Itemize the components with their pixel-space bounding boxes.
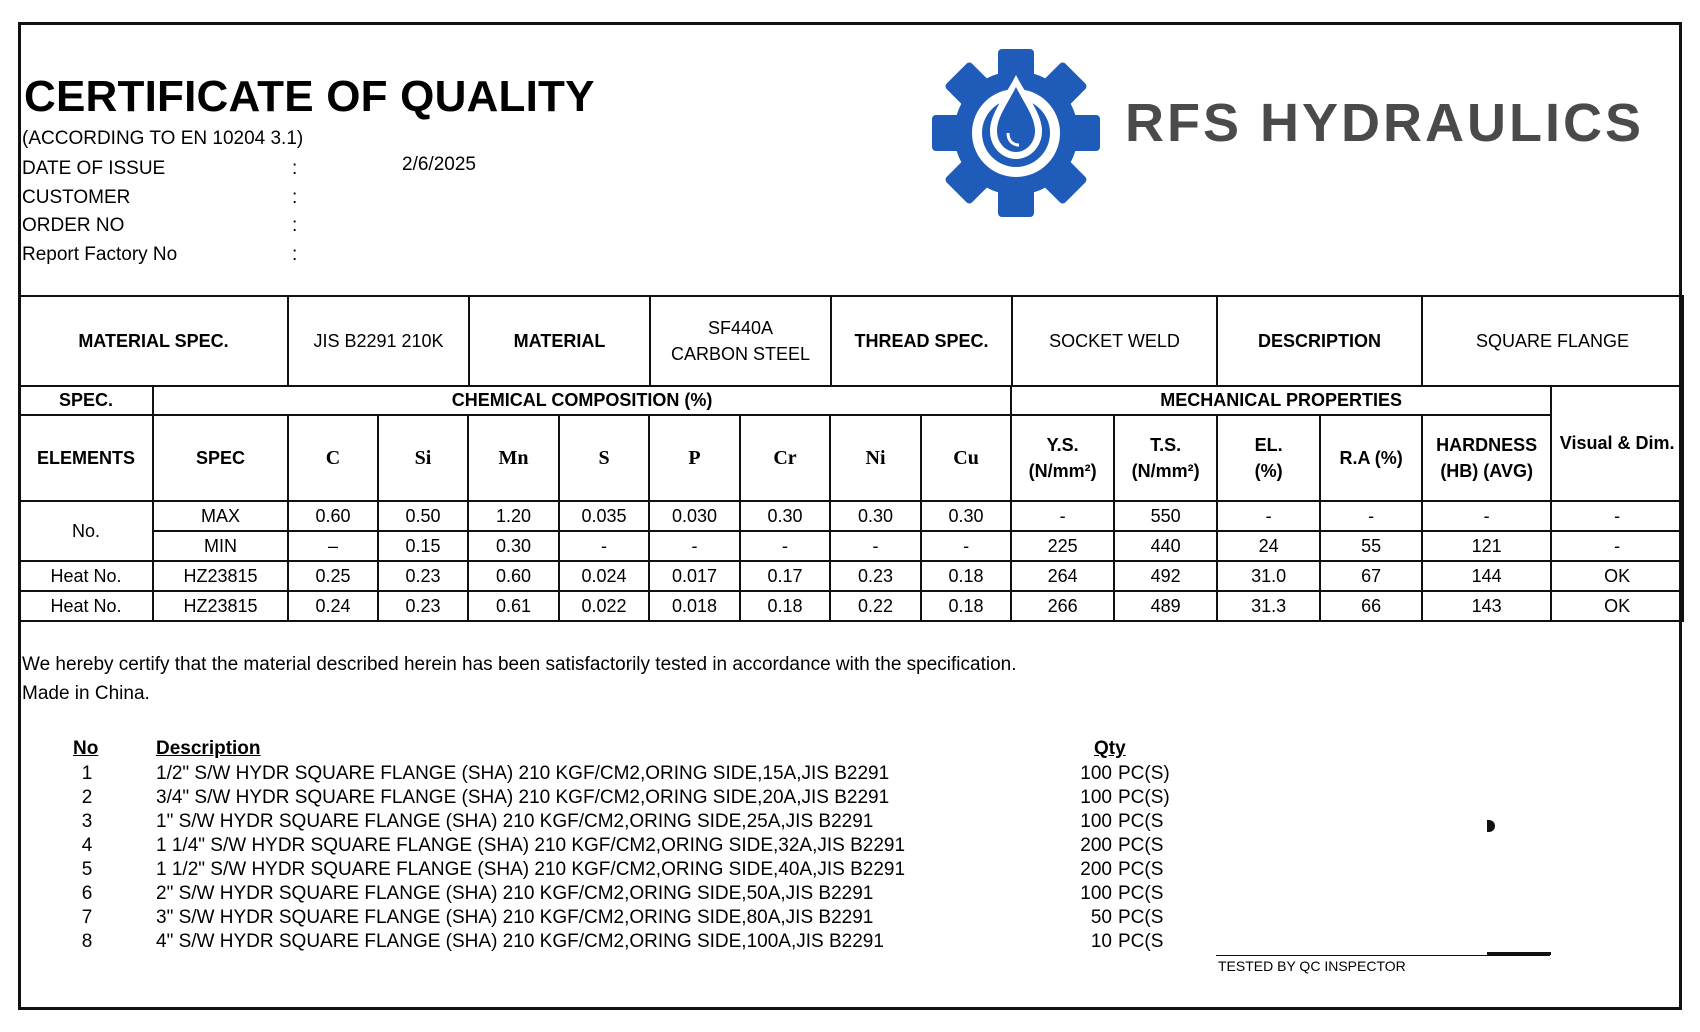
mech-header-line: (%) [1254, 461, 1283, 481]
item-no: 6 [81, 883, 93, 904]
mech-header-line: (N/mm²) [1028, 461, 1097, 481]
cell: OK [1551, 591, 1683, 621]
cell: 440 [1114, 531, 1217, 561]
cell: 489 [1114, 591, 1217, 621]
material-label: MATERIAL [469, 296, 650, 386]
signature-label: TESTED BY QC INSPECTOR [1218, 958, 1406, 974]
cell: 0.030 [649, 501, 740, 531]
cell: – [288, 531, 378, 561]
list-item [0, 931, 1700, 955]
elements-header: ELEMENTS [19, 415, 153, 501]
item-unit: PC(S) [1118, 763, 1170, 784]
cell: 0.017 [649, 561, 740, 591]
mech-header-el [1217, 415, 1320, 501]
item-qty: 200 [1080, 835, 1112, 856]
cell: 144 [1422, 561, 1551, 591]
gear-water-drop-icon [932, 49, 1100, 217]
thread-spec-value: SOCKET WELD [1012, 296, 1217, 386]
row-label: Heat No. [19, 561, 153, 591]
standard-subtitle: (ACCORDING TO EN 10204 3.1) [22, 128, 304, 149]
cell: - [921, 531, 1011, 561]
report-factory-no-row [22, 243, 312, 266]
cell: 0.22 [830, 591, 921, 621]
item-unit: PC(S [1118, 811, 1164, 832]
list-item [0, 907, 1700, 931]
row-spec: MIN [153, 531, 288, 561]
cell: - [1551, 501, 1683, 531]
item-description: 1/2" S/W HYDR SQUARE FLANGE (SHA) 210 KGF/CM2,ORING SIDE,15A,JIS B2291 [156, 763, 890, 784]
material-spec-value: JIS B2291 210K [288, 296, 469, 386]
items-header-no: No [73, 738, 99, 759]
cell: 67 [1320, 561, 1422, 591]
cell: 0.15 [378, 531, 468, 561]
item-unit: PC(S [1118, 931, 1164, 952]
item-unit: PC(S [1118, 907, 1164, 928]
item-no: 1 [81, 763, 93, 784]
description-value: SQUARE FLANGE [1422, 296, 1683, 386]
cell: - [649, 531, 740, 561]
cell: 0.25 [288, 561, 378, 591]
thread-spec-label: THREAD SPEC. [831, 296, 1012, 386]
cell: 0.60 [468, 561, 559, 591]
list-item [0, 787, 1700, 811]
field-label: CUSTOMER [22, 187, 131, 208]
cell: 0.024 [559, 561, 649, 591]
cell: 0.61 [468, 591, 559, 621]
cell: 0.035 [559, 501, 649, 531]
material-spec-table [18, 295, 1684, 387]
element-header-c: C [288, 415, 378, 501]
cell: 0.24 [288, 591, 378, 621]
element-header-p: P [649, 415, 740, 501]
composition-table [18, 385, 1684, 622]
field-separator: : [292, 215, 298, 236]
cell: 264 [1011, 561, 1114, 591]
item-description: 2" S/W HYDR SQUARE FLANGE (SHA) 210 KGF/CM2,ORING SIDE,50A,JIS B2291 [156, 883, 874, 904]
cell: 0.17 [740, 561, 830, 591]
cell: 0.018 [649, 591, 740, 621]
item-no: 2 [81, 787, 93, 808]
item-no: 3 [81, 811, 93, 832]
items-header-description: Description [156, 738, 261, 759]
mech-header-line: Y.S. [1046, 434, 1079, 455]
table-row [19, 501, 1683, 531]
row-label: Heat No. [19, 591, 153, 621]
field-label: ORDER NO [22, 215, 125, 236]
item-qty: 200 [1080, 859, 1112, 880]
cell: 0.23 [378, 561, 468, 591]
cell: 0.30 [468, 531, 559, 561]
table-row [19, 591, 1683, 621]
mech-header-line: (HB) (AVG) [1440, 461, 1533, 481]
row-spec: HZ23815 [153, 591, 288, 621]
item-no: 4 [81, 835, 93, 856]
cell: 0.30 [740, 501, 830, 531]
table-row [19, 531, 1683, 561]
item-description: 1 1/4" S/W HYDR SQUARE FLANGE (SHA) 210 KGF/CM2,ORING SIDE,32A,JIS B2291 [156, 835, 906, 856]
cell: - [1011, 501, 1114, 531]
item-no: 8 [81, 931, 93, 952]
row-spec: MAX [153, 501, 288, 531]
item-unit: PC(S [1118, 835, 1164, 856]
cell: 0.50 [378, 501, 468, 531]
spec-column-header: SPEC [153, 415, 288, 501]
item-description: 1 1/2" S/W HYDR SQUARE FLANGE (SHA) 210 KGF/CM2,ORING SIDE,40A,JIS B2291 [156, 859, 906, 880]
mech-header-line: (N/mm²) [1131, 461, 1200, 481]
cell: - [1217, 501, 1320, 531]
element-header-s: S [559, 415, 649, 501]
cell: 31.0 [1217, 561, 1320, 591]
list-item [0, 763, 1700, 787]
cell: 121 [1422, 531, 1551, 561]
cell: 66 [1320, 591, 1422, 621]
cell: 55 [1320, 531, 1422, 561]
mech-header-line: T.S. [1150, 434, 1182, 455]
item-unit: PC(S [1118, 883, 1164, 904]
item-qty: 10 [1090, 931, 1112, 952]
row-spec: HZ23815 [153, 561, 288, 591]
company-name: RFS HYDRAULICS [1125, 93, 1645, 153]
cell: 0.23 [378, 591, 468, 621]
mechanical-properties-header: MECHANICAL PROPERTIES [1011, 386, 1551, 415]
cell: - [559, 531, 649, 561]
cell: - [1422, 501, 1551, 531]
cell: - [1551, 531, 1683, 561]
cell: - [740, 531, 830, 561]
cell: 0.23 [830, 561, 921, 591]
cell: 0.30 [830, 501, 921, 531]
list-item [0, 811, 1700, 835]
cell: 0.18 [921, 591, 1011, 621]
item-description: 3" S/W HYDR SQUARE FLANGE (SHA) 210 KGF/CM2,ORING SIDE,80A,JIS B2291 [156, 907, 874, 928]
element-header-cr: Cr [740, 415, 830, 501]
origin-statement: Made in China. [22, 683, 150, 704]
cell: OK [1551, 561, 1683, 591]
material-value-line1: SF440A [707, 317, 774, 338]
item-description: 4" S/W HYDR SQUARE FLANGE (SHA) 210 KGF/CM2,ORING SIDE,100A,JIS B2291 [156, 931, 884, 952]
item-unit: PC(S) [1118, 787, 1170, 808]
cell: 0.022 [559, 591, 649, 621]
certification-statement: We hereby certify that the material described herein has been satisfactorily tested in accordance with the specification. [22, 654, 1017, 675]
cell: 31.3 [1217, 591, 1320, 621]
item-unit: PC(S [1118, 859, 1164, 880]
cell: 0.60 [288, 501, 378, 531]
visual-dim-header: Visual & Dim. [1551, 386, 1683, 501]
element-header-si: Si [378, 415, 468, 501]
cell: 24 [1217, 531, 1320, 561]
element-header-mn: Mn [468, 415, 559, 501]
mech-header-hardness [1422, 415, 1551, 501]
mech-header-line: HARDNESS [1436, 434, 1538, 455]
customer-row [22, 186, 312, 209]
item-qty: 100 [1080, 883, 1112, 904]
chemical-composition-header: CHEMICAL COMPOSITION (%) [153, 386, 1011, 415]
item-qty: 100 [1080, 763, 1112, 784]
element-header-cu: Cu [921, 415, 1011, 501]
cell: 0.18 [740, 591, 830, 621]
item-qty: 100 [1080, 811, 1112, 832]
table-row [19, 561, 1683, 591]
list-item [0, 883, 1700, 907]
signature-line [1216, 955, 1550, 956]
description-label: DESCRIPTION [1217, 296, 1422, 386]
cell: - [1320, 501, 1422, 531]
item-description: 1" S/W HYDR SQUARE FLANGE (SHA) 210 KGF/CM2,ORING SIDE,25A,JIS B2291 [156, 811, 874, 832]
no-label: No. [19, 501, 153, 561]
order-no-row [22, 214, 312, 237]
material-value [650, 296, 831, 386]
item-qty: 50 [1090, 907, 1112, 928]
spec-header: SPEC. [19, 386, 153, 415]
field-separator: : [292, 187, 298, 208]
cell: 0.30 [921, 501, 1011, 531]
field-separator: : [292, 244, 298, 265]
mech-header-ts [1114, 415, 1217, 501]
signature-stroke [1487, 952, 1551, 955]
cell: 225 [1011, 531, 1114, 561]
item-qty: 100 [1080, 787, 1112, 808]
mech-header-ra: R.A (%) [1320, 415, 1422, 501]
items-header-qty: Qty [1094, 738, 1126, 759]
material-spec-label: MATERIAL SPEC. [19, 296, 288, 386]
cell: 143 [1422, 591, 1551, 621]
page-title: CERTIFICATE OF QUALITY [24, 72, 595, 121]
mech-header-ys [1011, 415, 1114, 501]
cell: 550 [1114, 501, 1217, 531]
cell: - [830, 531, 921, 561]
item-no: 5 [81, 859, 93, 880]
item-no: 7 [81, 907, 93, 928]
date-of-issue-row [22, 154, 476, 180]
cell: 1.20 [468, 501, 559, 531]
date-of-issue-value: 2/6/2025 [402, 154, 476, 171]
list-item [0, 835, 1700, 859]
material-value-line2: CARBON STEEL [670, 344, 811, 364]
cell: 0.18 [921, 561, 1011, 591]
element-header-ni: Ni [830, 415, 921, 501]
cell: 492 [1114, 561, 1217, 591]
mech-header-line: EL. [1254, 434, 1283, 455]
field-label: Report Factory No [22, 244, 178, 265]
field-label: DATE OF ISSUE [22, 158, 166, 179]
cell: 266 [1011, 591, 1114, 621]
list-item [0, 859, 1700, 883]
field-separator: : [292, 158, 298, 179]
item-description: 3/4" S/W HYDR SQUARE FLANGE (SHA) 210 KGF/CM2,ORING SIDE,20A,JIS B2291 [156, 787, 890, 808]
